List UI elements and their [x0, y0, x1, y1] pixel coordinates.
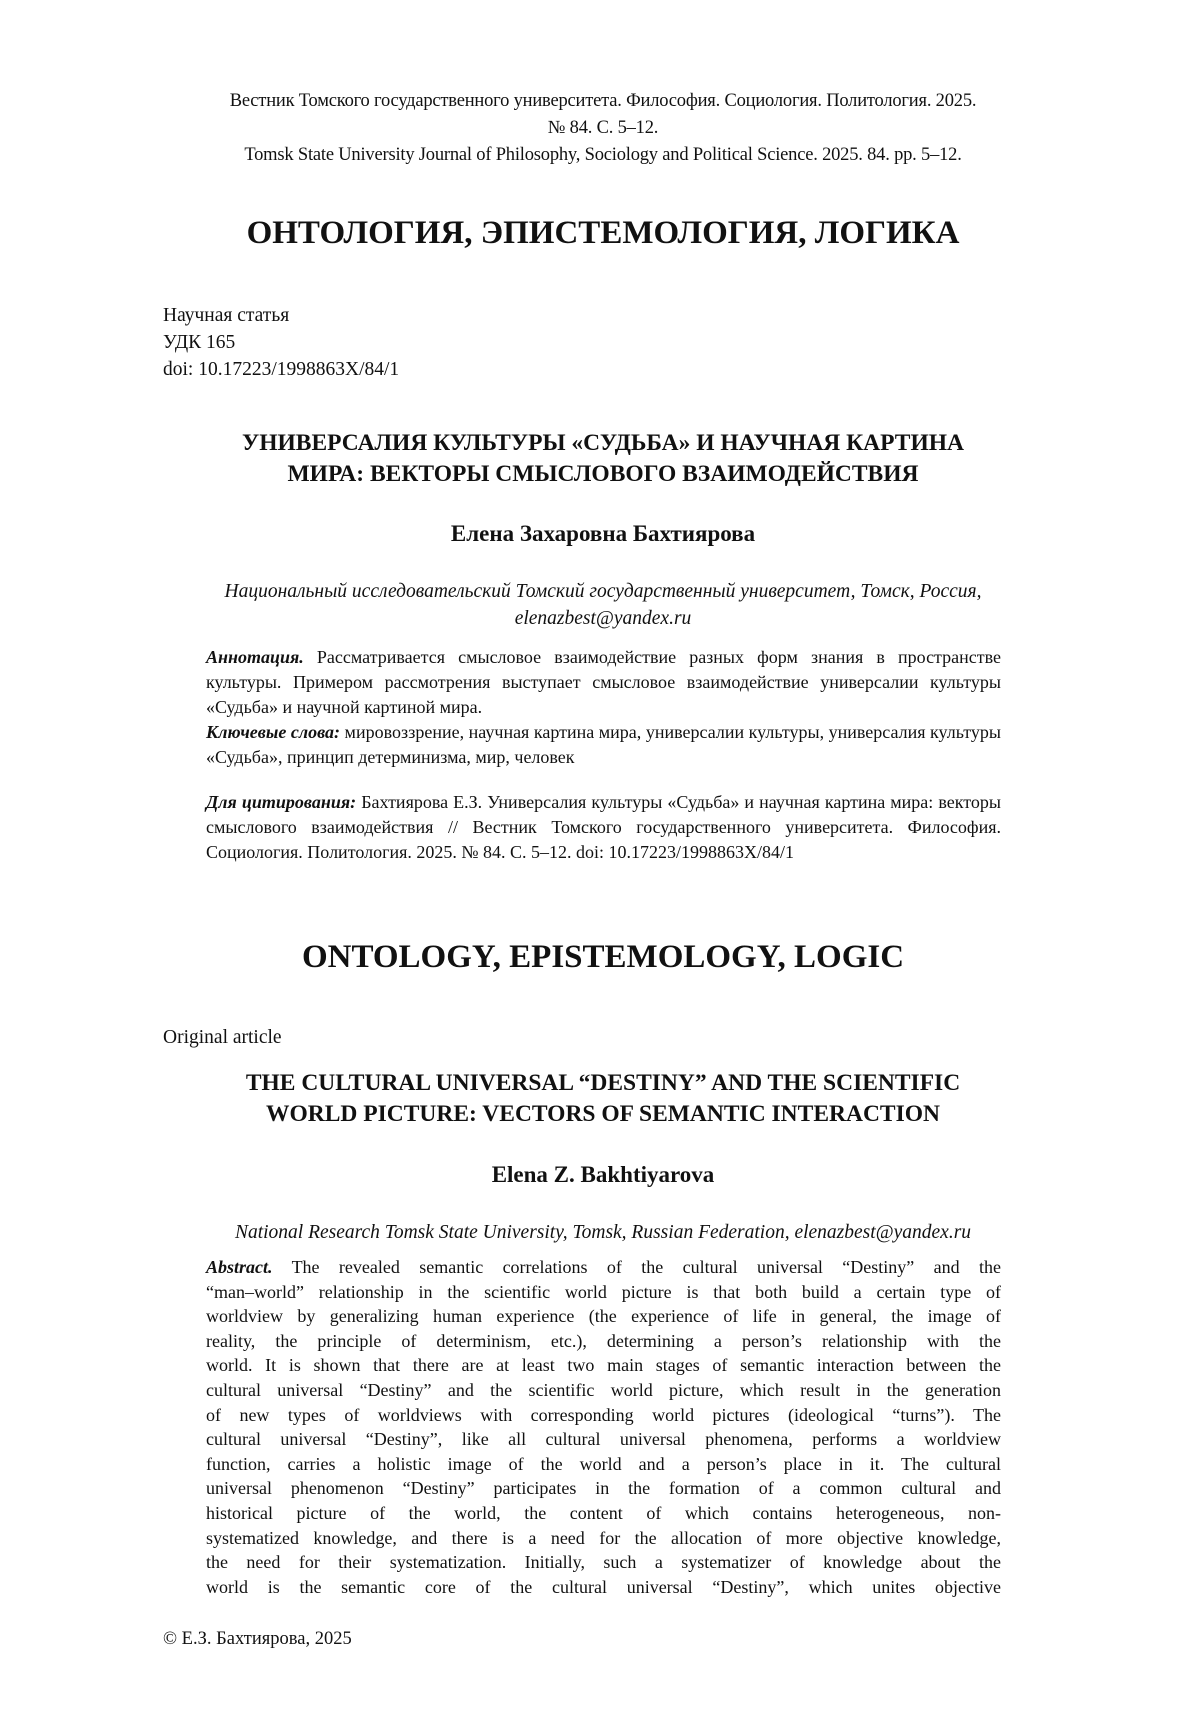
- article-type-en: Original article: [163, 1027, 282, 1048]
- udc: УДК 165: [163, 332, 236, 353]
- abstract-line: Abstract. The revealed semantic correlations of the cultural universal “Destiny” and the: [206, 1257, 1001, 1277]
- annotation-block-ru: [206, 645, 1001, 770]
- abstract-line: the need for their systematization. Initially, such a systematizer of knowledge about the: [206, 1552, 1001, 1573]
- abstract-line: systematized knowledge, and there is a need for the allocation of more objective knowledge,: [206, 1527, 1001, 1548]
- article-title-ru-line2: МИРА: ВЕКТОРЫ СМЫСЛОВОГО ВЗАИМОДЕЙСТВИЯ: [287, 461, 919, 487]
- abstract-line: of new types of worldviews with corresponding world pictures (ideological “turns”). The: [206, 1404, 1001, 1425]
- citation-block-ru: [206, 790, 1001, 865]
- section-title-en: ONTOLOGY, EPISTEMOLOGY, LOGIC: [301, 939, 905, 975]
- journal-ru-line1: Вестник Томского государственного университета. Философия. Социология. Политология. 2025.: [229, 91, 977, 111]
- abstract-line: world. It is shown that there are at least two main stages of semantic interaction between the: [206, 1355, 1001, 1376]
- abstract-line: cultural universal “Destiny” and the scientific world picture, which result in the generation: [206, 1379, 1001, 1400]
- copyright: © Е.З. Бахтиярова, 2025: [163, 1629, 352, 1649]
- abstract-line: “man–world” relationship in the scientific world picture is that both build a certain type of: [206, 1281, 1001, 1302]
- abstract-line: cultural universal “Destiny”, like all cultural universal phenomena, performs a worldview: [206, 1429, 1001, 1450]
- journal-header: [163, 88, 1043, 169]
- abstract-label: Abstract.: [206, 1257, 273, 1277]
- article-title-ru-line1: УНИВЕРСАЛИЯ КУЛЬТУРЫ «СУДЬБА» И НАУЧНАЯ КАРТИНА: [241, 430, 965, 456]
- annotation-text: Рассматривается смысловое взаимодействие разных форм знания в пространстве культуры. Примером рассмотрения выступает смысловое взаимодействие универсалии культуры «Судьба» и научной картиной мира.: [206, 647, 1002, 717]
- email-ru: elenazbest@yandex.ru: [514, 608, 692, 629]
- citation-label: Для цитирования:: [206, 792, 357, 812]
- abstract-line: function, carries a holistic image of the world and a person’s place in it. The cultural: [206, 1453, 1001, 1474]
- abstract-line: reality, the principle of determinism, etc.), determining a person’s relationship with the: [206, 1330, 1001, 1351]
- abstract-line: universal phenomenon “Destiny” participates in the formation of a common cultural and: [206, 1478, 1001, 1499]
- journal-ru-line2: № 84. С. 5–12.: [547, 118, 659, 138]
- article-title-en: [163, 1068, 1043, 1130]
- abstract-en: [206, 1255, 1001, 1599]
- affiliation-ru: [163, 578, 1043, 632]
- abstract-line: world is the semantic core of the cultural universal “Destiny”, which unites objective: [206, 1576, 1001, 1597]
- article-meta-ru: [163, 302, 399, 383]
- annotation-ru: [206, 645, 1001, 720]
- article-title-ru: [163, 428, 1043, 490]
- article-title-en-line1: THE CULTURAL UNIVERSAL “DESTINY” AND THE SCIENTIFIC: [245, 1070, 961, 1096]
- doi: doi: 10.17223/1998863X/84/1: [163, 359, 400, 380]
- article-title-en-line2: WORLD PICTURE: VECTORS OF SEMANTIC INTERACTION: [266, 1101, 940, 1127]
- abstract-line: worldview by generalizing human experience (the experience of life in general, the image of: [206, 1306, 1001, 1327]
- keywords-text: мировоззрение, научная картина мира, универсалии культуры, универсалия культуры «Судьба», принцип детерминизма, мир, человек: [206, 722, 1001, 767]
- keywords-ru: [206, 720, 1001, 770]
- journal-en: Tomsk State University Journal of Philosophy, Sociology and Political Science. 2025. 84. pp. 5–12.: [244, 145, 962, 165]
- affiliation-en: National Research Tomsk State University, Tomsk, Russian Federation, elenazbest@yandex.ru: [234, 1222, 972, 1243]
- affiliation-ru-text: Национальный исследовательский Томский государственный университет, Томск, Россия,: [224, 581, 982, 602]
- author-ru: Елена Захаровна Бахтиярова: [450, 521, 756, 546]
- keywords-label: Ключевые слова:: [206, 722, 340, 742]
- article-type-ru: Научная статья: [163, 305, 290, 326]
- citation-text: Бахтиярова Е.З. Универсалия культуры «Судьба» и научная картина мира: векторы смыслового взаимодействия // Вестник Томского государственного университета. Философия. Социология. Политология. 2025. № 84. С. 5–12. doi: 10.17223/1998863X/84/1: [206, 792, 1001, 862]
- section-title-ru: ОНТОЛОГИЯ, ЭПИСТЕМОЛОГИЯ, ЛОГИКА: [246, 215, 960, 251]
- author-en: Elena Z. Bakhtiyarova: [491, 1162, 715, 1187]
- abstract-line: historical picture of the world, the content of which contains heterogeneous, non-: [206, 1502, 1001, 1523]
- annotation-label: Аннотация.: [206, 647, 304, 667]
- citation-ru: [206, 790, 1001, 865]
